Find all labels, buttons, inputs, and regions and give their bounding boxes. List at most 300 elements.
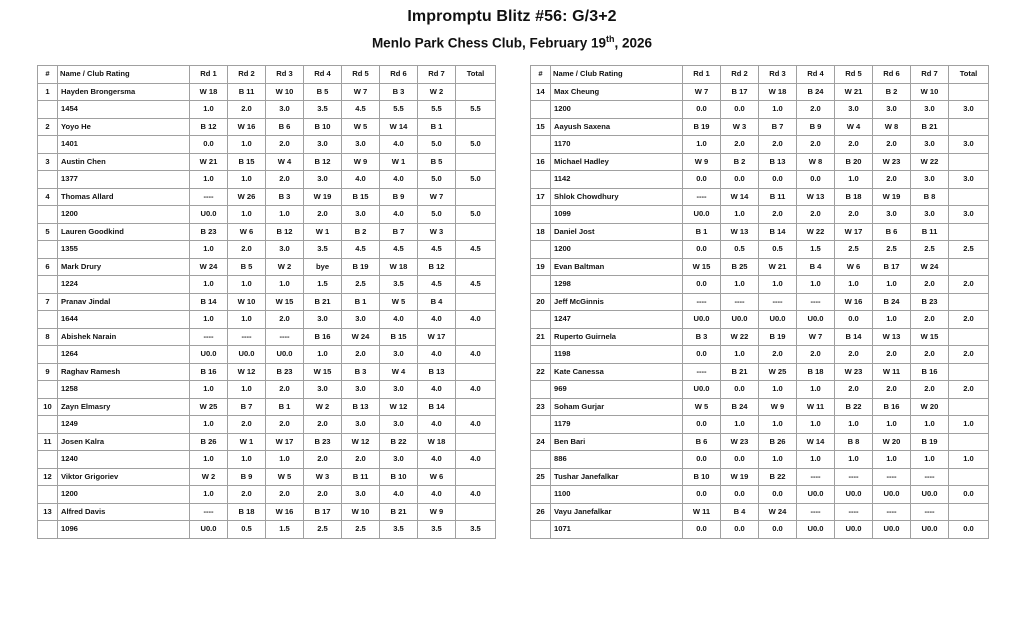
round-result: ---- [911,468,949,486]
round-result: W 1 [228,433,266,451]
total-score: 5.0 [456,136,496,154]
round-result: B 1 [266,398,304,416]
round-result: W 24 [911,258,949,276]
cumulative-score: 0.0 [683,171,721,189]
player-results-row [531,398,989,416]
cumulative-score: 3.0 [911,206,949,224]
cumulative-score: 4.0 [380,171,418,189]
player-rating: 1200 [58,486,190,504]
cumulative-score: 1.0 [190,416,228,434]
cumulative-score: 1.0 [721,416,759,434]
round-result: W 7 [418,188,456,206]
player-rating: 886 [551,451,683,469]
round-result: B 4 [797,258,835,276]
round-result: W 4 [835,118,873,136]
cumulative-score: 5.5 [380,101,418,119]
cumulative-score: 3.0 [342,311,380,329]
round-result: B 18 [228,503,266,521]
player-results-row [38,398,496,416]
crosstable-left [37,65,496,539]
cumulative-score: 1.0 [911,451,949,469]
cumulative-score: 1.0 [835,171,873,189]
cumulative-score: 1.0 [228,451,266,469]
round-result: W 1 [304,223,342,241]
round-result: W 4 [380,363,418,381]
player-number: 19 [531,258,551,276]
round-result: B 1 [683,223,721,241]
player-scores-row [38,101,496,119]
player-scores-row [531,171,989,189]
cumulative-score: 3.0 [380,416,418,434]
player-number: 9 [38,363,58,381]
player-scores-row [531,451,989,469]
round-result: B 21 [911,118,949,136]
cumulative-score: 3.0 [911,171,949,189]
cumulative-score: 2.0 [911,311,949,329]
round-result: W 18 [380,258,418,276]
total-score: 3.5 [456,521,496,539]
round-result: B 13 [342,398,380,416]
cumulative-score: 4.5 [418,276,456,294]
player-name: Mark Drury [58,258,190,276]
cumulative-score: 0.5 [721,241,759,259]
player-number: 26 [531,503,551,521]
total-empty [456,398,496,416]
round-result: W 12 [342,433,380,451]
number-empty [38,206,58,224]
cumulative-score: 1.0 [228,311,266,329]
total-score: 4.0 [456,346,496,364]
cumulative-score: 1.0 [228,171,266,189]
cumulative-score: 3.0 [835,101,873,119]
round-result: W 21 [759,258,797,276]
cumulative-score: 2.0 [266,416,304,434]
header-row [38,66,496,84]
cumulative-score: 2.0 [266,136,304,154]
cumulative-score: 1.0 [190,311,228,329]
player-number: 25 [531,468,551,486]
round-result: B 15 [342,188,380,206]
round-result: W 2 [266,258,304,276]
round-result: W 2 [304,398,342,416]
number-empty [38,136,58,154]
round-result: W 7 [342,83,380,101]
player-rating: 1200 [58,206,190,224]
col-header-round: Rd 7 [911,66,949,84]
number-empty [38,416,58,434]
player-rating: 1179 [551,416,683,434]
player-name: Aayush Saxena [551,118,683,136]
cumulative-score: 3.5 [380,521,418,539]
total-score: 3.0 [949,206,989,224]
number-empty [531,241,551,259]
total-empty [949,363,989,381]
cumulative-score: 1.0 [721,346,759,364]
round-result: W 10 [266,83,304,101]
round-result: B 3 [266,188,304,206]
cumulative-score: 3.0 [380,381,418,399]
total-score: 4.5 [456,241,496,259]
cumulative-score: U0.0 [721,311,759,329]
player-rating: 1355 [58,241,190,259]
cumulative-score: 3.5 [380,276,418,294]
round-result: B 1 [342,293,380,311]
round-result: W 16 [228,118,266,136]
round-result: W 8 [873,118,911,136]
cumulative-score: 1.0 [759,416,797,434]
total-empty [456,153,496,171]
total-score: 2.5 [949,241,989,259]
cumulative-score: U0.0 [683,381,721,399]
player-number: 11 [38,433,58,451]
player-results-row [531,503,989,521]
round-result: B 7 [759,118,797,136]
cumulative-score: 2.0 [266,311,304,329]
col-header-name: Name / Club Rating [58,66,190,84]
cumulative-score: 2.0 [342,346,380,364]
cumulative-score: 2.0 [228,486,266,504]
number-empty [531,451,551,469]
cumulative-score: 1.0 [228,381,266,399]
cumulative-score: 2.0 [873,171,911,189]
cumulative-score: 1.0 [304,346,342,364]
cumulative-score: 0.0 [683,346,721,364]
col-header-round: Rd 4 [797,66,835,84]
player-results-row [531,153,989,171]
player-rating: 1170 [551,136,683,154]
round-result: B 19 [759,328,797,346]
round-result: W 22 [721,328,759,346]
round-result: B 2 [873,83,911,101]
round-result: B 9 [797,118,835,136]
player-number: 8 [38,328,58,346]
cumulative-score: U0.0 [190,206,228,224]
round-result: W 7 [797,328,835,346]
total-score: 2.0 [949,346,989,364]
player-rating: 1240 [58,451,190,469]
total-empty [456,118,496,136]
round-result: W 24 [342,328,380,346]
player-results-row [38,153,496,171]
round-result: B 23 [304,433,342,451]
total-score: 4.5 [456,276,496,294]
player-name: Josen Kalra [58,433,190,451]
cumulative-score: 2.0 [911,276,949,294]
round-result: B 19 [911,433,949,451]
total-empty [949,223,989,241]
round-result: ---- [721,293,759,311]
cumulative-score: 1.0 [759,101,797,119]
col-header-round: Rd 7 [418,66,456,84]
player-rating: 1644 [58,311,190,329]
player-number: 7 [38,293,58,311]
cumulative-score: 2.0 [873,136,911,154]
round-result: W 15 [683,258,721,276]
player-scores-row [38,171,496,189]
cumulative-score: 3.5 [418,521,456,539]
round-result: W 19 [304,188,342,206]
player-scores-row [38,241,496,259]
player-name: Ben Bari [551,433,683,451]
total-empty [949,118,989,136]
cumulative-score: 0.0 [721,101,759,119]
round-result: B 24 [873,293,911,311]
col-header-name: Name / Club Rating [551,66,683,84]
crosstable-right [530,65,989,539]
player-rating: 1454 [58,101,190,119]
round-result: W 3 [721,118,759,136]
round-result: W 17 [835,223,873,241]
round-result: B 11 [911,223,949,241]
cumulative-score: 3.0 [342,381,380,399]
cumulative-score: 2.0 [266,381,304,399]
cumulative-score: 4.0 [418,311,456,329]
player-results-row [531,258,989,276]
round-result: B 22 [380,433,418,451]
cumulative-score: 1.0 [797,381,835,399]
round-result: W 18 [759,83,797,101]
player-number: 3 [38,153,58,171]
round-result: B 26 [759,433,797,451]
cumulative-score: 0.0 [759,486,797,504]
round-result: B 3 [380,83,418,101]
round-result: B 5 [228,258,266,276]
number-empty [38,276,58,294]
round-result: B 23 [190,223,228,241]
round-result: W 3 [304,468,342,486]
number-empty [531,171,551,189]
round-result: ---- [835,503,873,521]
player-name: Alfred Davis [58,503,190,521]
round-result: W 15 [266,293,304,311]
round-result: W 16 [835,293,873,311]
round-result: W 25 [190,398,228,416]
round-result: B 16 [304,328,342,346]
player-name: Austin Chen [58,153,190,171]
player-scores-row [38,381,496,399]
cumulative-score: 1.0 [721,206,759,224]
round-result: B 11 [228,83,266,101]
cumulative-score: 1.0 [797,451,835,469]
round-result: W 19 [721,468,759,486]
player-rating: 1247 [551,311,683,329]
round-result: B 4 [721,503,759,521]
round-result: W 18 [418,433,456,451]
cumulative-score: 4.0 [380,311,418,329]
cumulative-score: 2.0 [759,206,797,224]
round-result: W 11 [873,363,911,381]
round-result: W 15 [911,328,949,346]
round-result: W 17 [266,433,304,451]
cumulative-score: U0.0 [911,521,949,539]
round-result: W 26 [228,188,266,206]
subtitle-superscript: th [606,34,615,44]
cumulative-score: U0.0 [873,486,911,504]
round-result: B 7 [228,398,266,416]
number-empty [531,416,551,434]
round-result: ---- [683,363,721,381]
cumulative-score: 0.0 [683,241,721,259]
player-scores-row [531,416,989,434]
player-rating: 1096 [58,521,190,539]
cumulative-score: 0.0 [721,171,759,189]
round-result: W 13 [797,188,835,206]
round-result: B 8 [911,188,949,206]
round-result: B 17 [721,83,759,101]
round-result: W 15 [304,363,342,381]
round-result: B 2 [721,153,759,171]
cumulative-score: 2.5 [304,521,342,539]
total-score: 2.0 [949,311,989,329]
cumulative-score: 3.0 [266,241,304,259]
cumulative-score: 1.0 [835,451,873,469]
player-name: Shlok Chowdhury [551,188,683,206]
cumulative-score: 2.0 [304,416,342,434]
total-score: 3.0 [949,101,989,119]
cumulative-score: 2.0 [873,346,911,364]
cumulative-score: 2.0 [759,346,797,364]
player-scores-row [531,136,989,154]
player-results-row [531,468,989,486]
player-scores-row [38,521,496,539]
total-score: 4.0 [456,311,496,329]
col-header-round: Rd 2 [228,66,266,84]
round-result: B 26 [190,433,228,451]
player-number: 13 [38,503,58,521]
cumulative-score: 2.5 [873,241,911,259]
cumulative-score: 1.0 [228,206,266,224]
cumulative-score: U0.0 [873,521,911,539]
cumulative-score: 0.5 [228,521,266,539]
round-result: W 23 [835,363,873,381]
number-empty [38,381,58,399]
cumulative-score: 1.0 [190,276,228,294]
cumulative-score: 2.5 [835,241,873,259]
cumulative-score: 1.5 [797,241,835,259]
subtitle-main: Menlo Park Chess Club, February 19 [371,35,607,51]
cumulative-score: 2.0 [835,381,873,399]
round-result: B 6 [683,433,721,451]
round-result: B 20 [835,153,873,171]
number-empty [38,101,58,119]
round-result: B 13 [759,153,797,171]
round-result: ---- [911,503,949,521]
round-result: B 9 [228,468,266,486]
player-name: Yoyo He [58,118,190,136]
cumulative-score: 1.0 [873,311,911,329]
number-empty [38,451,58,469]
round-result: ---- [683,293,721,311]
number-empty [38,346,58,364]
player-name: Evan Baltman [551,258,683,276]
round-result: W 16 [266,503,304,521]
round-result: W 2 [190,468,228,486]
round-result: W 13 [873,328,911,346]
cumulative-score: U0.0 [683,206,721,224]
number-empty [531,101,551,119]
cumulative-score: 2.0 [835,206,873,224]
round-result: W 14 [797,433,835,451]
col-header-round: Rd 6 [380,66,418,84]
number-empty [531,521,551,539]
round-result: B 18 [797,363,835,381]
round-result: B 12 [266,223,304,241]
cumulative-score: 3.0 [380,451,418,469]
round-result: B 1 [418,118,456,136]
cumulative-score: 4.0 [418,346,456,364]
player-name: Max Cheung [551,83,683,101]
total-score: 5.0 [456,171,496,189]
round-result: B 2 [342,223,380,241]
round-result: W 10 [911,83,949,101]
round-result: W 6 [228,223,266,241]
round-result: B 14 [835,328,873,346]
cumulative-score: 1.0 [759,381,797,399]
player-results-row [38,83,496,101]
player-name: Pranav Jindal [58,293,190,311]
round-result: B 15 [228,153,266,171]
cumulative-score: 1.0 [266,451,304,469]
player-scores-row [531,101,989,119]
player-scores-row [38,346,496,364]
total-empty [456,503,496,521]
player-rating: 1258 [58,381,190,399]
cumulative-score: 4.5 [342,101,380,119]
number-empty [531,381,551,399]
cumulative-score: 0.0 [759,521,797,539]
round-result: B 21 [380,503,418,521]
player-rating: 1100 [551,486,683,504]
cumulative-score: 0.0 [721,521,759,539]
round-result: ---- [190,328,228,346]
round-result: B 4 [418,293,456,311]
round-result: W 18 [190,83,228,101]
cumulative-score: 4.5 [342,241,380,259]
player-name: Viktor Grigoriev [58,468,190,486]
player-rating: 1249 [58,416,190,434]
round-result: B 14 [759,223,797,241]
total-score: 4.0 [456,381,496,399]
player-rating: 969 [551,381,683,399]
player-results-row [38,468,496,486]
cumulative-score: 2.5 [911,241,949,259]
cumulative-score: 1.0 [266,206,304,224]
player-number: 15 [531,118,551,136]
player-results-row [38,188,496,206]
cumulative-score: 0.0 [683,451,721,469]
col-header-number: # [38,66,58,84]
player-results-row [38,258,496,276]
round-result: W 20 [911,398,949,416]
total-score: 0.0 [949,521,989,539]
cumulative-score: 3.0 [380,346,418,364]
player-number: 1 [38,83,58,101]
total-empty [456,188,496,206]
cumulative-score: 2.0 [266,486,304,504]
round-result: B 24 [721,398,759,416]
player-name: Vayu Janefalkar [551,503,683,521]
player-name: Raghav Ramesh [58,363,190,381]
player-results-row [531,328,989,346]
round-result: W 12 [380,398,418,416]
cumulative-score: 4.0 [418,451,456,469]
round-result: ---- [759,293,797,311]
cumulative-score: 1.0 [797,276,835,294]
number-empty [531,276,551,294]
cumulative-score: U0.0 [835,521,873,539]
subtitle-tail: , 2026 [614,35,653,51]
cumulative-score: 2.0 [304,451,342,469]
